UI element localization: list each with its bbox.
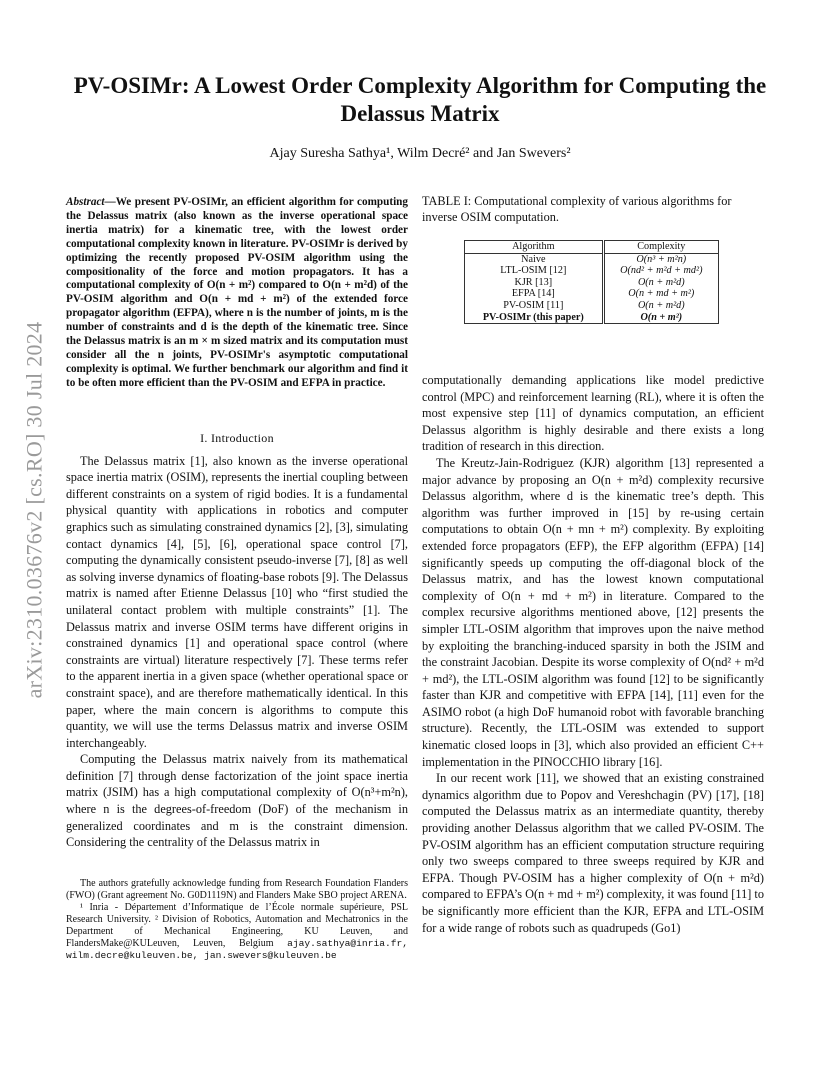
intro-paragraph-2: Computing the Delassus matrix naively from its mathematical definition [7] through dense factorization of the joint space inertia matrix (JSIM) has a high computational complexity of O(n³+m²n), where n is the degrees-of-freedom (DoF) of the mechanism in generalized coordinates and m is the constraint dimension. Considering the centrality of the Delassus matrix in <box>66 752 408 850</box>
complexity-table <box>464 240 719 324</box>
intro-paragraph-1: The Delassus matrix [1], also known as the inverse operational space inertia matrix (OSIM), represents the inertial coupling between different constraints on a system of rigid bodies. It is a fundamental physical quantity with applications in robotics and computer graphics such as simulating constrained dynamics [2], [3], simulating contact dynamics [4], [5], [6], operational space control [7], computing the dynamically consistent pseudo-inverse [7], [8] as well as solving inverse dynamics of floating-base robots [9]. The Delassus matrix is named after Etienne Delassus [10] who “first studied the unilateral contact problem with multiple constraints” [1]. The Delassus matrix and inverse OSIM terms have different origins in constrained dynamics [1] and operational space control (where constraints are virtual) literature respectively [7]. These terms refer to the apparent inertia in a given space (whether operational space or constraint space), and are therefore mathematically identical. In this paper, where the main concern is algorithms to compute this quantity, we will use the terms Delassus matrix and inverse OSIM interchangeably. <box>66 453 408 750</box>
arxiv-stamp <box>14 260 54 760</box>
table-cell-algorithm: KJR [13] <box>465 277 604 289</box>
table-cell-complexity: O(n + md + m²) <box>603 288 718 300</box>
abstract <box>66 196 408 391</box>
table-header-row <box>465 241 719 254</box>
intro-heading: I. Introduction <box>200 431 274 445</box>
footnote-funding: The authors gratefully acknowledge funding from Research Foundation Flanders (FWO) (Grant agreement No. G0D1119N) and Flanders Make SBO project ARENA. <box>66 878 408 901</box>
right-paragraph-2: In our recent work [11], we showed that an existing constrained dynamics algorithm due to Popov and Vereshchagin (PV) [17], [18] computed the Delassus matrix as an intermediate quantity, thereby providing another Delassus algorithm that we called PV-OSIM. The PV-OSIM algorithm has an efficient computation structure requiring only two sweeps compared to three sweeps required by KJR and EFPA. Though PV-OSIM has a higher complexity of O(n + m²d) compared to EFPA’s O(n + md + m²) complexity, it was found [11] to be significantly more efficient than the KJR, EFPA and LTL-OSIM for a wide range of robots such as quadrupeds (Go1) <box>422 771 764 935</box>
table-row <box>465 253 719 265</box>
abstract-text: —We present PV-OSIMr, an efficient algorithm for computing the Delassus matrix (also known as the inverse operational space inertia matrix) for a kinematic tree, with the lowest order computational complexity known in literature. PV-OSIMr is derived by optimizing the recently proposed PV-OSIM algorithm using the compositionality of the force and motion propagators. It has a computational complexity of O(n + m²) compared to O(n + m²d) of the PV-OSIM algorithm and O(n + md + m²) of the extended force propagator algorithm (EFPA), where n is the number of joints, m is the number of constraints and d is the depth of the kinematic tree. Since the Delassus matrix is an m × m sized matrix and its computation must consider all the n joints, PV-OSIMr's asymptotic computational complexity is optimal. We further benchmark our algorithm and find it to be often more efficient than the PV-OSIM and EFPA in practice. <box>66 196 408 389</box>
paper-authors: Ajay Suresha Sathya¹, Wilm Decré² and Jan Swevers² <box>269 146 571 161</box>
table-cell-algorithm: PV-OSIMr (this paper) <box>465 312 604 324</box>
table-cell-algorithm: PV-OSIM [11] <box>465 300 604 312</box>
table-header-complexity: Complexity <box>603 241 718 254</box>
intro-section <box>66 430 408 851</box>
table-cell-complexity: O(n + m²d) <box>603 277 718 289</box>
table-cell-algorithm: LTL-OSIM [12] <box>465 265 604 277</box>
table-cell-algorithm: Naive <box>465 253 604 265</box>
footnote-affil-text: ¹ Inria - Département d’Informatique de l’École normale supérieure, PSL Research University. ² Division of Robotics, Automation and Mechatronics in the Department of Mechanical Engineering, KU Leuven, and FlandersMake@KULeuven, Leuven, Belgium <box>66 902 408 949</box>
table-cell-complexity: O(n + m²d) <box>603 300 718 312</box>
paper-title: PV-OSIMr: A Lowest Order Complexity Algorithm for Computing the Delassus Matrix <box>73 73 767 126</box>
table-cell-algorithm: EFPA [14] <box>465 288 604 300</box>
table-cell-complexity: O(n + m²) <box>603 312 718 324</box>
right-body <box>422 372 764 936</box>
abstract-lead: Abstract <box>66 196 105 208</box>
table-row <box>465 300 719 312</box>
table-row <box>465 277 719 289</box>
table-row <box>465 288 719 300</box>
arxiv-id: arXiv:2310.03676v2 [cs.RO] 30 Jul 2024 <box>21 321 47 699</box>
footnote-emails: ajay.sathya@inria.fr, wilm.decre@kuleuven.be, jan.swevers@kuleuven.be <box>66 938 408 961</box>
right-paragraph-1: The Kreutz-Jain-Rodriguez (KJR) algorithm [13] represented a major advance by proposing an O(n + m²d) complexity recursive Delassus algorithm, where d is the kinematic tree’s depth. This algorithm was further improved in [15] by re-using certain computations to obtain O(n + mn + m²) complexity. By exploiting extended force propagators (EFP), the EFP algorithm (EFPA) [14] significantly speeds up computing the off-diagonal block of the Delassus matrix, and has the lowest known computational complexity of O(n + md + m²) in literature. Compared to the complex recursive algorithms mentioned above, [12] presents the simpler LTL-OSIM algorithm that improves upon the naive method by exploiting the branching-induced sparsity in both the JSIM and the constraint Jacobian. Despite its worse complexity of O(nd² + m²d + md²), the LTL-OSIM algorithm was found [12] to be significantly faster than KJR and competitive with EFPA [14], [11] even for the ASIMO robot (a high DoF humanoid robot with favorable branching structure). Recently, the LTL-OSIM was extended to support kinematic closed loops in [3], which also provided an efficient C++ implementation in the PINOCCHIO library [16]. <box>422 455 764 769</box>
right-paragraph-0: computationally demanding applications like model predictive control (MPC) and reinforcement learning (RL), where it is often the most expensive step [11] of dynamics computation, an efficient Delassus algorithm is highly desirable and there exists a long tradition of research in this direction. <box>422 373 764 454</box>
table-header-algorithm: Algorithm <box>465 241 604 254</box>
table-caption: TABLE I: Computational complexity of various algorithms for inverse OSIM computation. <box>422 194 732 224</box>
table-row <box>465 265 719 277</box>
footnotes <box>66 878 408 962</box>
table-cell-complexity: O(nd² + m²d + md²) <box>603 265 718 277</box>
footnote-affiliations <box>66 902 408 962</box>
table-cell-complexity: O(n³ + m²n) <box>603 253 718 265</box>
table-row-highlight <box>465 312 719 324</box>
